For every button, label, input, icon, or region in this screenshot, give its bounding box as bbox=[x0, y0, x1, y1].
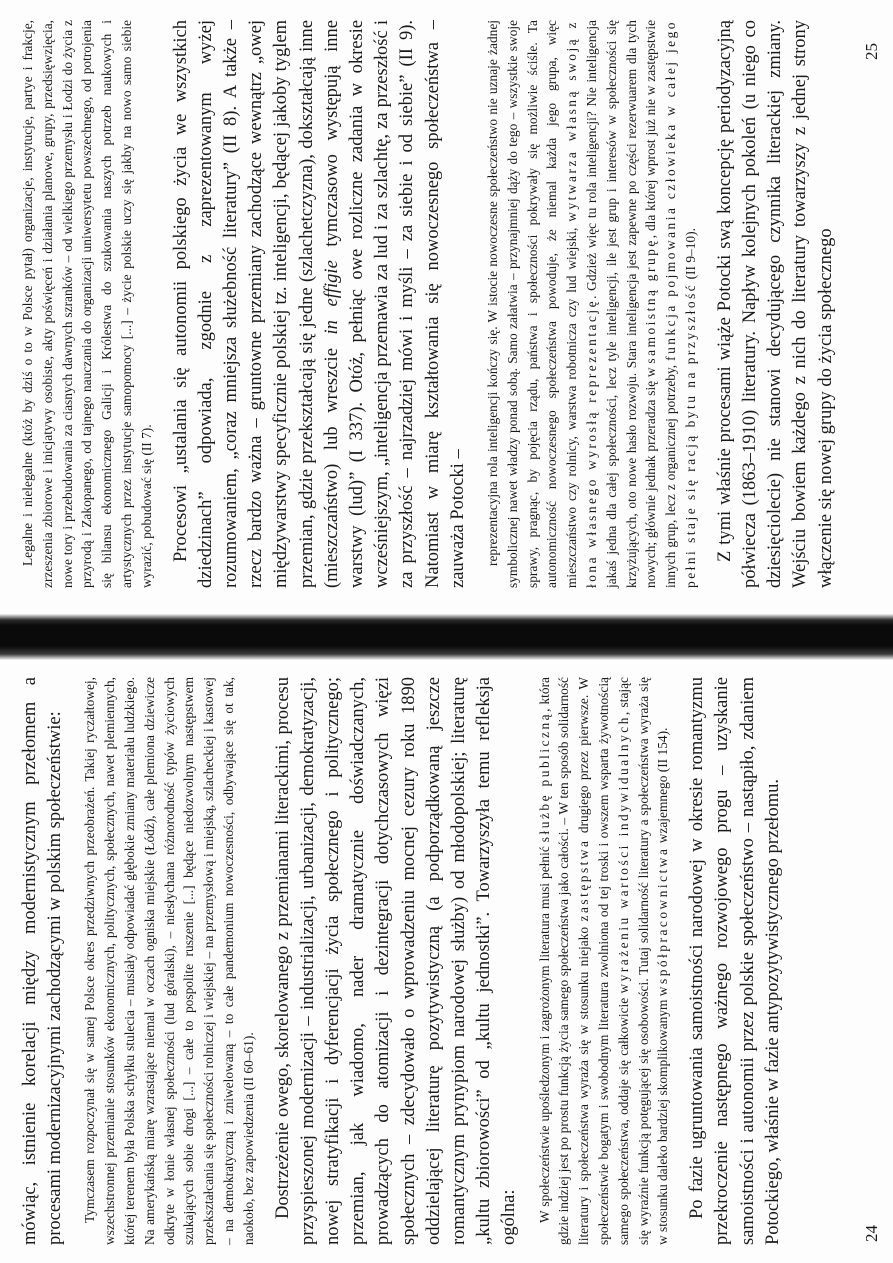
italic-phrase: in effigie bbox=[321, 260, 342, 335]
book-gutter bbox=[0, 614, 893, 660]
paragraph-process-text-b: tymczasowo występują inne warstwy (lud)” (I 337). Otóż, pełniąc owe rozliczne zadania w okresie wcześniejszym, „inteligencja przemawia za lud i za szlachtę, za przeszłość i za przyszłość – najrzadziej mówi i myśli – za siebie i od siebie” (II 9). Natomiast w miarę kształtowania się nowoczesnego społeczeństwa – zauważa Potocki – bbox=[321, 20, 468, 588]
spaced-emphasis: samoistną grupę bbox=[643, 238, 659, 364]
paragraph-modernization: Dostrzeżenie owego, skorelowanego z przemianami literackimi, procesu przyspieszonej modernizacji – industrializacji, urbanizacji, demokratyzacji, nowej stratyfikacji i dyferencjacji życia społecznego i politycznego; przemian, jak wiadomo, nader dramatycznie doświadczanych, prowadzących do atomizacji i dezintegracji dotychczasowych więzi społecznych – zdecydowało o wprowadzeniu mocnej cezury roku 1890 oddzielającej literaturę pozytywistyczną (a podporządkowaną jeszcze romantycznym prynypiom narodowej służby) od młodopolskiej; literaturę „kultu zbiorowości” od „kultu jednostki”. Towarzyszyła temu refleksja ogólna: bbox=[272, 677, 520, 1245]
page-number-25: 25 bbox=[862, 43, 881, 60]
spaced-emphasis: wytwarza własną swoją z łona własnego wyrosłą reprezentację bbox=[564, 20, 599, 588]
spaced-emphasis: służbę publiczną bbox=[536, 711, 552, 843]
quote-text: wzajemnego (II 154). bbox=[655, 727, 671, 847]
spaced-emphasis: wyrażeniu wartości indywidualnych bbox=[615, 715, 631, 994]
quote-text: , stając się wyraźnie funkcją potęgującej się osobowości. Tutaj solidarność literatury a społeczeństwa wyraża się w stosunku daleko bardziej skomplikowanym bbox=[615, 677, 671, 1245]
quote-text: , dla której wprost już nie w zastępstwie innych grup, lecz z organicznej potrzeby, bbox=[643, 19, 679, 588]
paragraph-intro: mówiąc, istnienie korelacji między modernistycznym przełomem a procesami modernizacyjnymi zachodzącymi w polskim społeczeństwie: bbox=[20, 677, 66, 1245]
page-24 bbox=[18, 677, 878, 1245]
quote-text: drugiego przez pierwsze. W społeczeństwie bogatym i swobodnym literatura zwolniona od tej troski i owszem wsparta żywotnością samego społeczeństwa, oddaje się całkowicie bbox=[576, 677, 631, 1245]
spaced-emphasis: współpracownictwa bbox=[655, 846, 671, 997]
quote-text: , która gdzie indziej jest po prostu funkcją życia samego społeczeństwa jako całości. – W ten sposób solidarność literatury i społeczeństwa wyraża się w stosunku niejako bbox=[536, 676, 592, 1245]
quote-text: W społeczeństwie upośledzonym i zagrożonym literatura musi pełnić bbox=[536, 842, 552, 1223]
spaced-emphasis: funkcja pojmowania człowieka w całej jego pełni staje się racją bytu na przyszłość bbox=[663, 20, 698, 588]
quote-text: . Gdzież więc tu rola inteligencji? Nie inteligencja jakaś jedna dla całej społeczności, lecz tyle inteligencji, ile jest grup i interesów w społeczności się krzyżujących, oto nowe hasło rozwoju. Stara inteligencja jest zapewne po części rezerwuarem dla tych nowych; głównie jednak przeradza się w bbox=[584, 19, 659, 588]
quote-block-1: Legalne i nielegalne (któż by dziś o to w Polsce pytał) organizacje, instytucje, partye i frakcje, zrzeszenia zbiorowe i inicjatywy osobiste, akty poświęceń i działania planowe, grupy, przedsięwzięcia, nowe tory i przebudowania za ciasnych dawnych szranków – od wielkiego przemysłu i Łodzi do życia z przyrodą i Zakopanego, od tajnego nauczania do organizacji uniwersytetu powszechnego, od potrojenia się bilansu ekonomicznego Galicji i Królestwa do szukowania naszych potrzeb naukowych i artystycznych przez instytucje samopomocy [...] – życie polskie uczy się jakby na nowo samo siebie wyrazić, pobudować się (II 7). bbox=[20, 20, 154, 588]
spaced-emphasis: zastępstwa bbox=[576, 838, 592, 922]
page-25 bbox=[18, 20, 878, 588]
paragraph-periodization: Z tymi właśnie procesami wiąże Potocki swą koncepcję periodyzacyjną półwiecza (1863–1910) literatury. Napływ kolejnych pokoleń (u niego co dziesięciolecie) nie stanowi decydującego czynnika literackiej zmiany. Wejściu bowiem każdego z nich do literatury towarzyszy z jednej strony włączenie się nowej grupy do życia społecznego bbox=[714, 20, 836, 588]
quote-block-4 bbox=[535, 677, 674, 1245]
paragraph-conclusion: Po fazie ugruntowania samoistności narodowej w okresie romantyzmu przekroczenie następnego ważnego rozwojowego progu – uzyskanie samoistności i autonomii przez polskie społeczeństwo – nastąpiło, zdaniem Potockiego, właśnie w fazie antypozytywistycznego przełomu. bbox=[687, 677, 783, 1245]
paragraph-process-text-a: Procesowi „ustalania się autonomii polskiego życia we wszystkich dziedzinach” odpowiada, zgodnie z zaprezentowanym wyżej rozumowaniem, „coraz mniejsza służebność literatury” (II 8). A także – rzecz bardzo ważna – gruntowne przemiany zachodzące wewnątrz „owej międzywarstwy specyficznie polskiej tz. inteligencji, będącej jakoby tyglem przemian, gdzie przekształcają się jedne (szlachetczyzna), dokształcają inne (mieszczaństwo) lub wreszcie bbox=[170, 20, 342, 588]
paragraph-process bbox=[169, 20, 471, 588]
page-number-24: 24 bbox=[862, 1225, 881, 1242]
quote-block-2 bbox=[483, 20, 701, 588]
quote-text: reprezentacyjna rola inteligencji kończy się. W istocie nowoczesne społeczeństwo nie uznaje żadnej symbolicznej nawet władzy ponad sobą. Samo załatwia – przynajmniej dąży do tego – wszystkie swoje sprawy, pragnąc, by pojęcia rządu, państwa i społeczności pokrywały się możliwie ściśle. Ta autonomiczność nowoczesnego społeczeństwa powoduje, że niemal każda jego grupa, więc mieszczaństwo czy rolnicy, warstwa robotnicza czy lud wiejski, bbox=[485, 20, 580, 588]
quote-text: (II 9–10). bbox=[682, 228, 698, 283]
quote-block-3: Tymczasem rozpoczynał się w samej Polsce okres przedziwnych przeobrażeń. Takiej ryczałtowej, wszechstronnej przemianie stosunków ekonomicznych, politycznych, społecznych, nawet plemiennych, której terenem była Polska schyłku stulecia – musiały odpowiadać głębokie zmiany materiału ludzkiego. Na amerykańską miarę wzrastające niemal w oczach ogniska miejskie (Łódź), całe plemiona dziewicze odkryte w łonie własnej społeczności (lud góralski), – niesłychana różnorodność typów życiowych szukających sobie drogi [...] – całe to pospolite ruszenie [...] będące niedozwolnym następstwem przekształcania się społeczności rolniczej i wiejskiej – na przemysłową i miejską, szlacheckiej i kastowej – na demokratyczną i zniwelowaną – to całe pandemonium nowoczesności, odbywające się ot tak, naokoło, bez zapowiedzenia (II 60–61). bbox=[82, 677, 256, 1245]
